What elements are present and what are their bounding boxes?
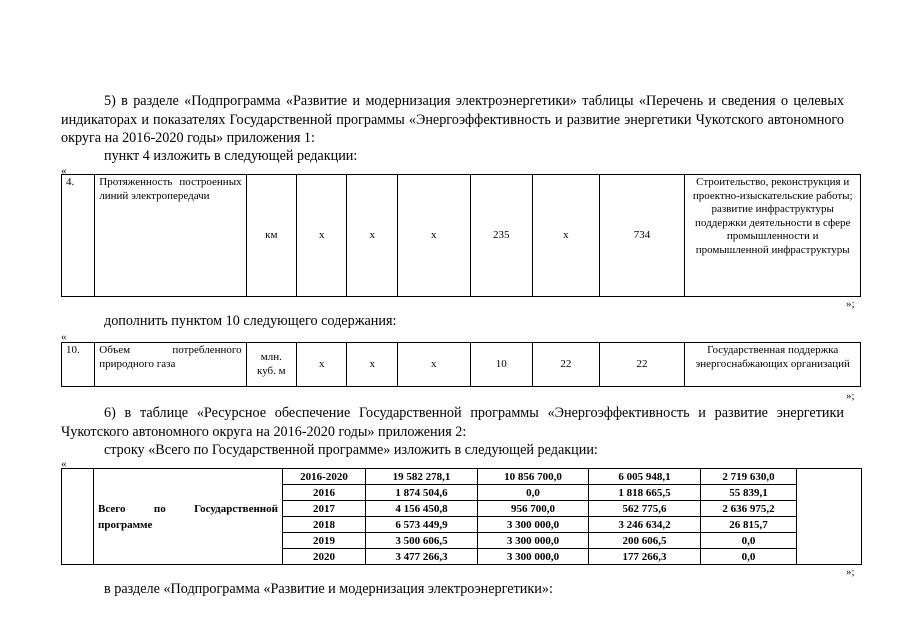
value-cell: х bbox=[397, 343, 470, 387]
value-cell: 0,0 bbox=[478, 485, 589, 501]
unit: млн. куб. м bbox=[246, 343, 296, 387]
unit: км bbox=[246, 175, 296, 297]
period-cell: 2019 bbox=[283, 533, 366, 549]
value-cell: 3 477 266,3 bbox=[366, 549, 478, 565]
paragraph-last: в разделе «Подпрограмма «Развитие и модернизация электроэнергетики»: bbox=[104, 581, 553, 597]
open-quote-3: « bbox=[61, 458, 67, 470]
total-label: Всего по Государственной программе bbox=[94, 469, 283, 565]
paragraph-6: 6) в таблице «Ресурсное обеспечение Государственной программы «Энергоэффективность и развитие энергетики Чукотского автономного округа на 2016-2020 годы» приложения 2: bbox=[61, 405, 844, 440]
value-cell: 3 300 000,0 bbox=[478, 549, 589, 565]
value-cell: 956 700,0 bbox=[478, 501, 589, 517]
value-cell: х bbox=[347, 343, 397, 387]
value-cell: 4 156 450,8 bbox=[366, 501, 478, 517]
indicator-table-point10 bbox=[61, 342, 861, 387]
value-cell: 3 300 000,0 bbox=[478, 533, 589, 549]
value-cell: 200 606,5 bbox=[589, 533, 701, 549]
value-cell: 3 246 634,2 bbox=[589, 517, 701, 533]
value-cell: х bbox=[397, 175, 470, 297]
value-cell: 1 818 665,5 bbox=[589, 485, 701, 501]
period-cell: 2018 bbox=[283, 517, 366, 533]
value-cell: 19 582 278,1 bbox=[366, 469, 478, 485]
measures-cell: Строительство, реконструкция и проектно-изыскательские работы; развитие инфраструктуры поддержки деятельности в сфере промышленности и промышленной инфраструктуры bbox=[685, 175, 861, 297]
value-cell: х bbox=[533, 175, 600, 297]
value-cell: 10 bbox=[470, 343, 533, 387]
value-cell: х bbox=[297, 175, 347, 297]
value-cell: 22 bbox=[599, 343, 685, 387]
value-cell: х bbox=[347, 175, 397, 297]
empty-cell bbox=[797, 469, 862, 565]
value-cell: 10 856 700,0 bbox=[478, 469, 589, 485]
value-cell: 6 573 449,9 bbox=[366, 517, 478, 533]
value-cell: 2 719 630,0 bbox=[701, 469, 797, 485]
period-cell: 2020 bbox=[283, 549, 366, 565]
row-number: 10. bbox=[62, 343, 95, 387]
value-cell: 3 300 000,0 bbox=[478, 517, 589, 533]
close-quote-1: »; bbox=[846, 298, 855, 310]
value-cell: 55 839,1 bbox=[701, 485, 797, 501]
period-cell: 2016 bbox=[283, 485, 366, 501]
value-cell: 22 bbox=[533, 343, 600, 387]
indicator-name: Объем потребленного природного газа bbox=[95, 343, 246, 387]
close-quote-2: »; bbox=[846, 390, 855, 402]
paragraph-point10: дополнить пунктом 10 следующего содержания: bbox=[104, 313, 397, 329]
value-cell: 3 500 606,5 bbox=[366, 533, 478, 549]
indicator-table-point4 bbox=[61, 174, 861, 297]
value-cell: 0,0 bbox=[701, 533, 797, 549]
open-quote-1: « bbox=[61, 165, 67, 177]
period-cell: 2017 bbox=[283, 501, 366, 517]
row-number: 4. bbox=[62, 175, 95, 297]
value-cell: 6 005 948,1 bbox=[589, 469, 701, 485]
paragraph-5: 5) в разделе «Подпрограмма «Развитие и модернизация электроэнергетики» таблицы «Перечень и сведения о целевых индикаторах и показателях Государственной программы «Энергоэффективность и развитие энергетики Чукотского автономного округа на 2016-2020 годы» приложения 1: bbox=[61, 93, 844, 146]
value-cell: 2 636 975,2 bbox=[701, 501, 797, 517]
value-cell: 734 bbox=[599, 175, 685, 297]
value-cell: 0,0 bbox=[701, 549, 797, 565]
measures-cell: Государственная поддержка энергоснабжающих организаций bbox=[685, 343, 861, 387]
value-cell: 177 266,3 bbox=[589, 549, 701, 565]
close-quote-3: »; bbox=[846, 566, 855, 578]
resource-table bbox=[61, 468, 862, 565]
value-cell: 235 bbox=[470, 175, 533, 297]
value-cell: 562 775,6 bbox=[589, 501, 701, 517]
value-cell: 1 874 504,6 bbox=[366, 485, 478, 501]
indicator-name: Протяженность построенных линий электропередачи bbox=[95, 175, 246, 297]
empty-cell bbox=[62, 469, 94, 565]
period-cell: 2016-2020 bbox=[283, 469, 366, 485]
value-cell: 26 815,7 bbox=[701, 517, 797, 533]
paragraph-point4: пункт 4 изложить в следующей редакции: bbox=[104, 148, 358, 164]
paragraph-total: строку «Всего по Государственной программе» изложить в следующей редакции: bbox=[104, 442, 598, 458]
open-quote-2: « bbox=[61, 331, 67, 343]
value-cell: х bbox=[297, 343, 347, 387]
